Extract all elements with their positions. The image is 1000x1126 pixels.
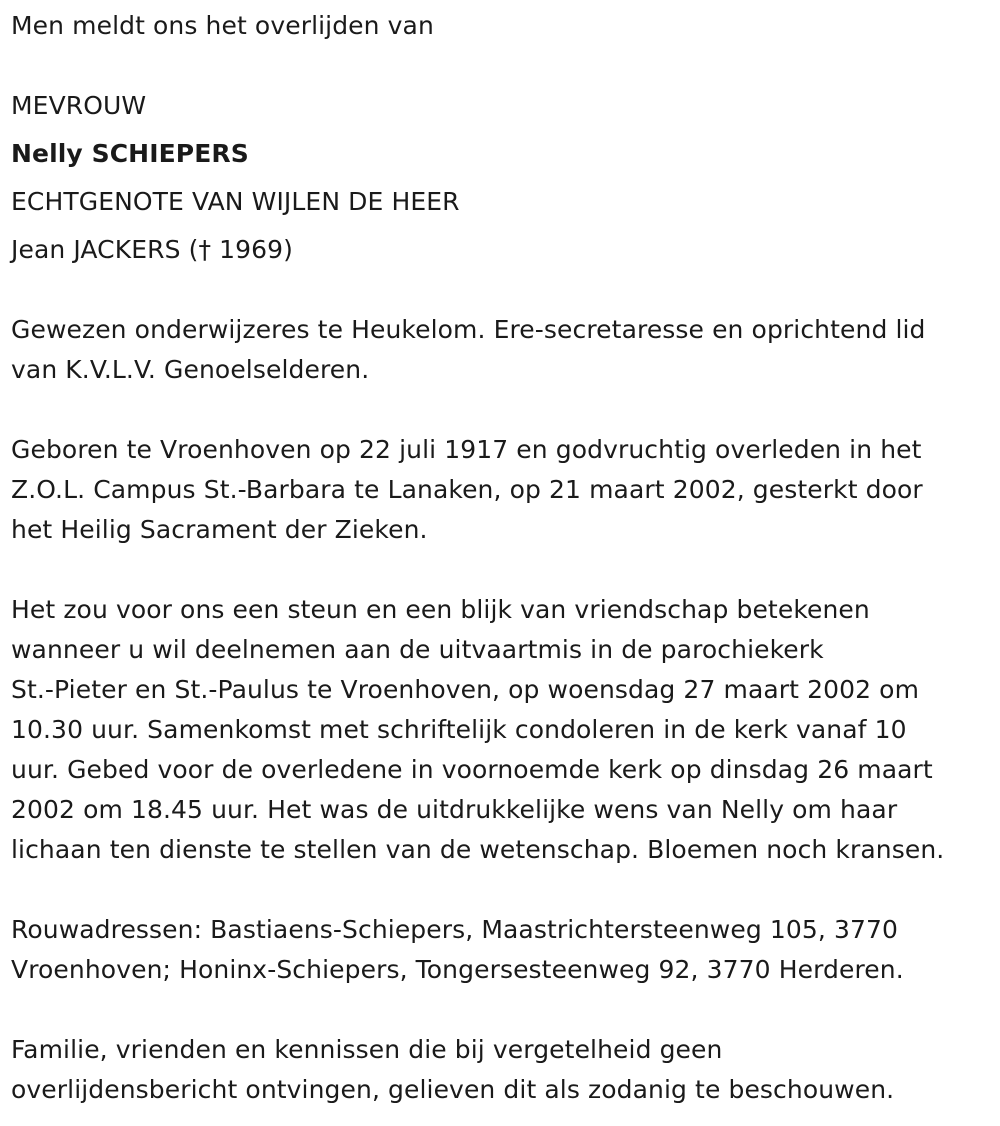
- service-line-3: St.-Pieter en St.-Paulus te Vroenhoven, op woensdag 27 maart 2002 om: [11, 675, 920, 704]
- intro-text: Men meldt ons het overlijden van: [11, 11, 434, 40]
- family-line-2: overlijdensbericht ontvingen, gelieven dit als zodanig te beschouwen.: [11, 1075, 895, 1104]
- spouse-line: [11, 230, 293, 270]
- birth-line-2: Z.O.L. Campus St.-Barbara te Lanaken, op 21 maart 2002, gesterkt door: [11, 475, 923, 504]
- deceased-name: Nelly SCHIEPERS: [11, 139, 249, 168]
- cross-icon: †: [198, 235, 212, 264]
- address-line-2: Vroenhoven; Honinx-Schiepers, Tongersesteenweg 92, 3770 Herderen.: [11, 955, 904, 984]
- bio-line-1: Gewezen onderwijzeres te Heukelom. Ere-secretaresse en oprichtend lid: [11, 315, 926, 344]
- service-line-7: lichaan ten dienste te stellen van de wetenschap. Bloemen noch kransen.: [11, 835, 945, 864]
- relation-text: ECHTGENOTE VAN WIJLEN DE HEER: [11, 187, 460, 216]
- service-line-1: Het zou voor ons een steun en een blijk van vriendschap betekenen: [11, 595, 870, 624]
- birth-line-3: het Heilig Sacrament der Zieken.: [11, 515, 428, 544]
- service-line-6: 2002 om 18.45 uur. Het was de uitdrukkelijke wens van Nelly om haar: [11, 795, 898, 824]
- spouse-name: Jean JACKERS (: [11, 235, 199, 264]
- address-line-1: Rouwadressen: Bastiaens-Schiepers, Maastrichtersteenweg 105, 3770: [11, 915, 898, 944]
- service-line-5: uur. Gebed voor de overledene in voornoemde kerk op dinsdag 26 maart: [11, 755, 933, 784]
- birth-line-1: Geboren te Vroenhoven op 22 juli 1917 en godvruchtig overleden in het: [11, 435, 922, 464]
- bio-line-2: van K.V.L.V. Genoelselderen.: [11, 355, 370, 384]
- title-prefix: MEVROUW: [11, 91, 147, 120]
- spouse-year: 1969): [219, 235, 293, 264]
- family-line-1: Familie, vrienden en kennissen die bij vergetelheid geen: [11, 1035, 723, 1064]
- service-line-4: 10.30 uur. Samenkomst met schriftelijk condoleren in de kerk vanaf 10: [11, 715, 907, 744]
- service-line-2: wanneer u wil deelnemen aan de uitvaartmis in de parochiekerk: [11, 635, 824, 664]
